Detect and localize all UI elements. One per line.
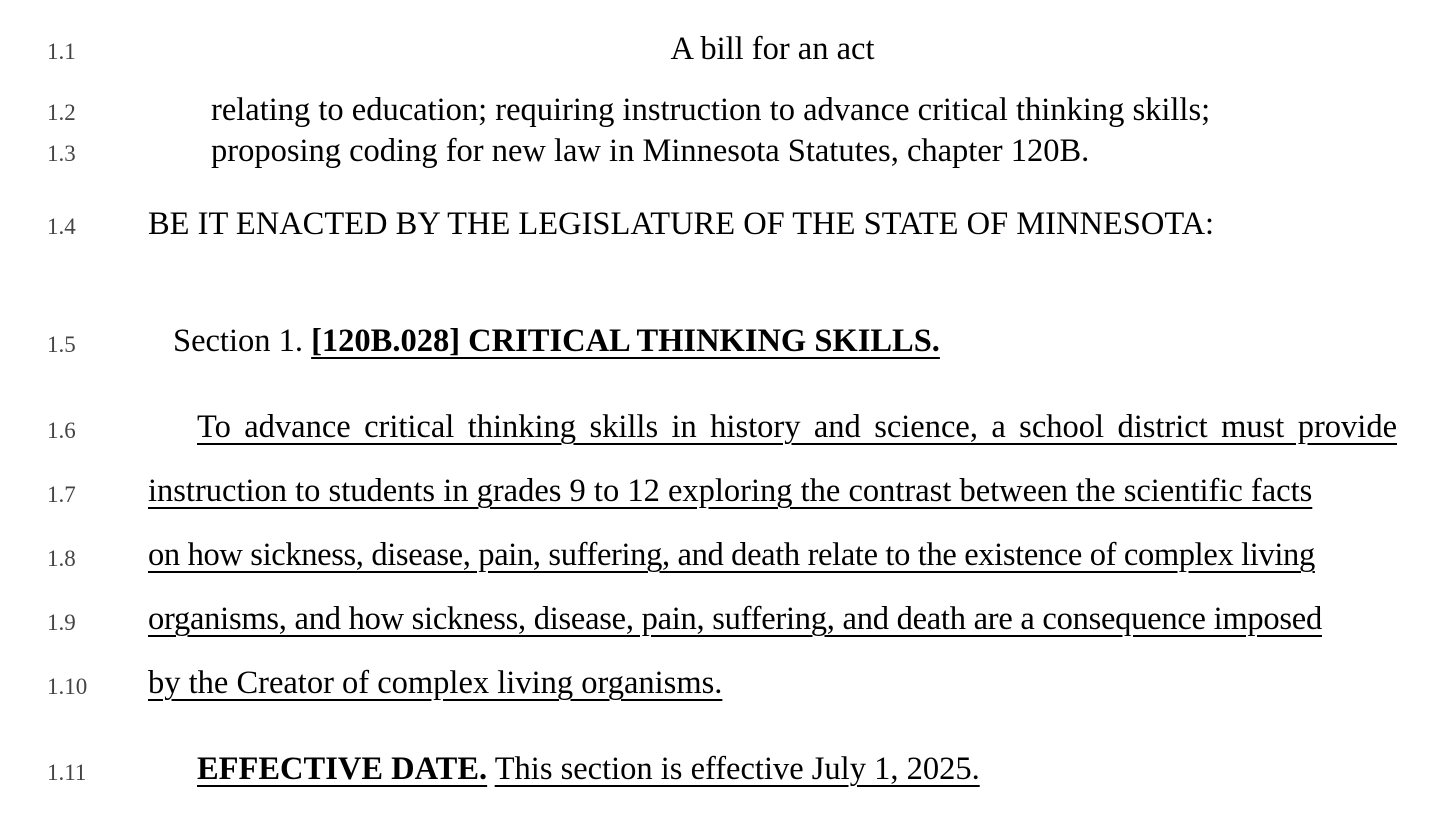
body-line — [148, 667, 722, 700]
body-line — [148, 475, 1312, 508]
line-number: 1.5 — [47, 332, 76, 357]
body-line-text: instruction to students in grades 9 to 12 exploring the contrast between the scientific facts — [148, 473, 1313, 509]
line-number: 1.7 — [47, 482, 76, 507]
section-title: [120B.028] CRITICAL THINKING SKILLS. — [311, 323, 940, 359]
line-number: 1.10 — [47, 674, 88, 699]
body-line-text: on how sickness, disease, pain, suffering, and death relate to the existence of complex living — [148, 537, 1315, 573]
line-number: 1.2 — [47, 100, 76, 125]
body-line-text: organisms, and how sickness, disease, pain, suffering, and death are a consequence imposed — [148, 601, 1322, 637]
line-number: 1.9 — [47, 610, 76, 635]
effective-date-label: EFFECTIVE DATE. — [197, 751, 488, 787]
body-line — [197, 411, 1397, 444]
line-number: 1.6 — [47, 418, 76, 443]
line-number: 1.1 — [47, 39, 76, 64]
line-number: 1.4 — [47, 214, 76, 239]
purpose-line: proposing coding for new law in Minnesota Statutes, chapter 120B. — [211, 133, 1090, 169]
line-number: 1.3 — [47, 141, 76, 166]
bill-title: A bill for an act — [670, 31, 875, 67]
enacting-clause: BE IT ENACTED BY THE LEGISLATURE OF THE STATE OF MINNESOTA: — [148, 206, 1215, 242]
body-line-text: To advance critical thinking skills in history and science, a school district must provide — [197, 409, 1397, 445]
purpose-line: relating to education; requiring instruction to advance critical thinking skills; — [211, 92, 1211, 128]
body-line — [148, 539, 1315, 572]
body-line-text: by the Creator of complex living organisms. — [148, 665, 723, 701]
line-number: 1.11 — [47, 760, 87, 785]
effective-date — [197, 753, 980, 786]
line-number: 1.8 — [47, 546, 76, 571]
body-line — [148, 603, 1322, 636]
effective-date-text: This section is effective July 1, 2025. — [494, 751, 980, 787]
section-heading — [173, 325, 940, 358]
section-label: Section 1. — [173, 323, 303, 359]
